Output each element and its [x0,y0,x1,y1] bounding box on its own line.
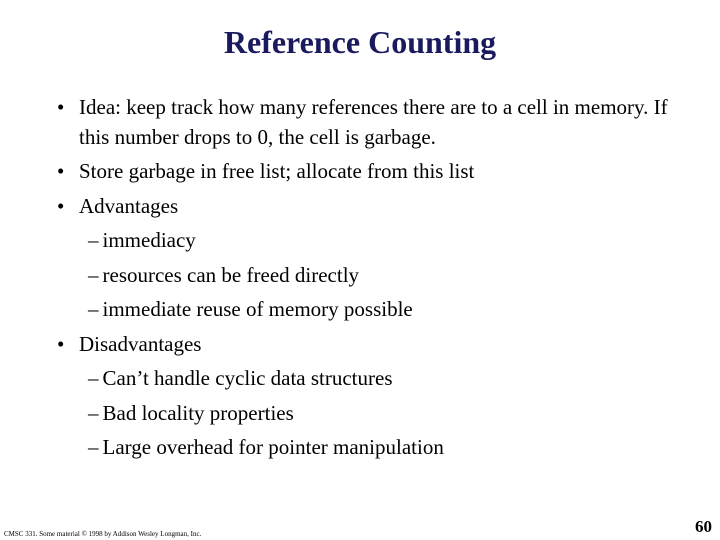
footer-copyright: CMSC 331. Some material © 1998 by Addison Wesley Longman, Inc. [4,530,202,538]
dash-icon: – [88,435,99,459]
dash-icon: – [88,400,99,425]
bullet-text: Store garbage in free list; allocate from this list [79,159,475,183]
sub-item [79,399,680,429]
bullet-icon: • [57,159,65,183]
bullet-text: Advantages [79,193,179,218]
bullet-text: Disadvantages [79,331,202,356]
sub-item [79,433,680,463]
advantages-list [79,226,680,325]
bullet-item-advantages [0,192,720,325]
sub-item [79,261,680,291]
slide-title: Reference Counting [223,24,497,60]
dash-icon: – [88,262,99,287]
page-number: 60 [695,517,712,536]
sub-item-text: immediate reuse of memory possible [102,297,413,321]
bullet-text: Idea: keep track how many references there are to a cell in memory. If this number drops to 0, the cell is garbage. [79,95,668,149]
bullet-item-free-list [0,157,720,187]
sub-item-text: immediacy [102,228,196,252]
dash-icon: – [88,366,99,390]
bullet-item-disadvantages [0,330,720,463]
sub-item-text: resources can be freed directly [102,262,360,287]
bullet-icon: • [57,95,65,119]
sub-item [79,364,680,394]
dash-icon: – [88,297,99,321]
sub-item-text: Large overhead for pointer manipulation [102,435,444,459]
sub-item [79,226,680,256]
dash-icon: – [88,228,99,252]
bullet-icon: • [57,193,65,218]
sub-item-text: Bad locality properties [102,400,294,425]
sub-item-text: Can’t handle cyclic data structures [102,366,393,390]
bullet-item-idea [0,93,720,152]
bullet-list [0,93,720,468]
sub-item [79,295,680,325]
disadvantages-list [79,364,680,463]
bullet-icon: • [57,331,65,356]
